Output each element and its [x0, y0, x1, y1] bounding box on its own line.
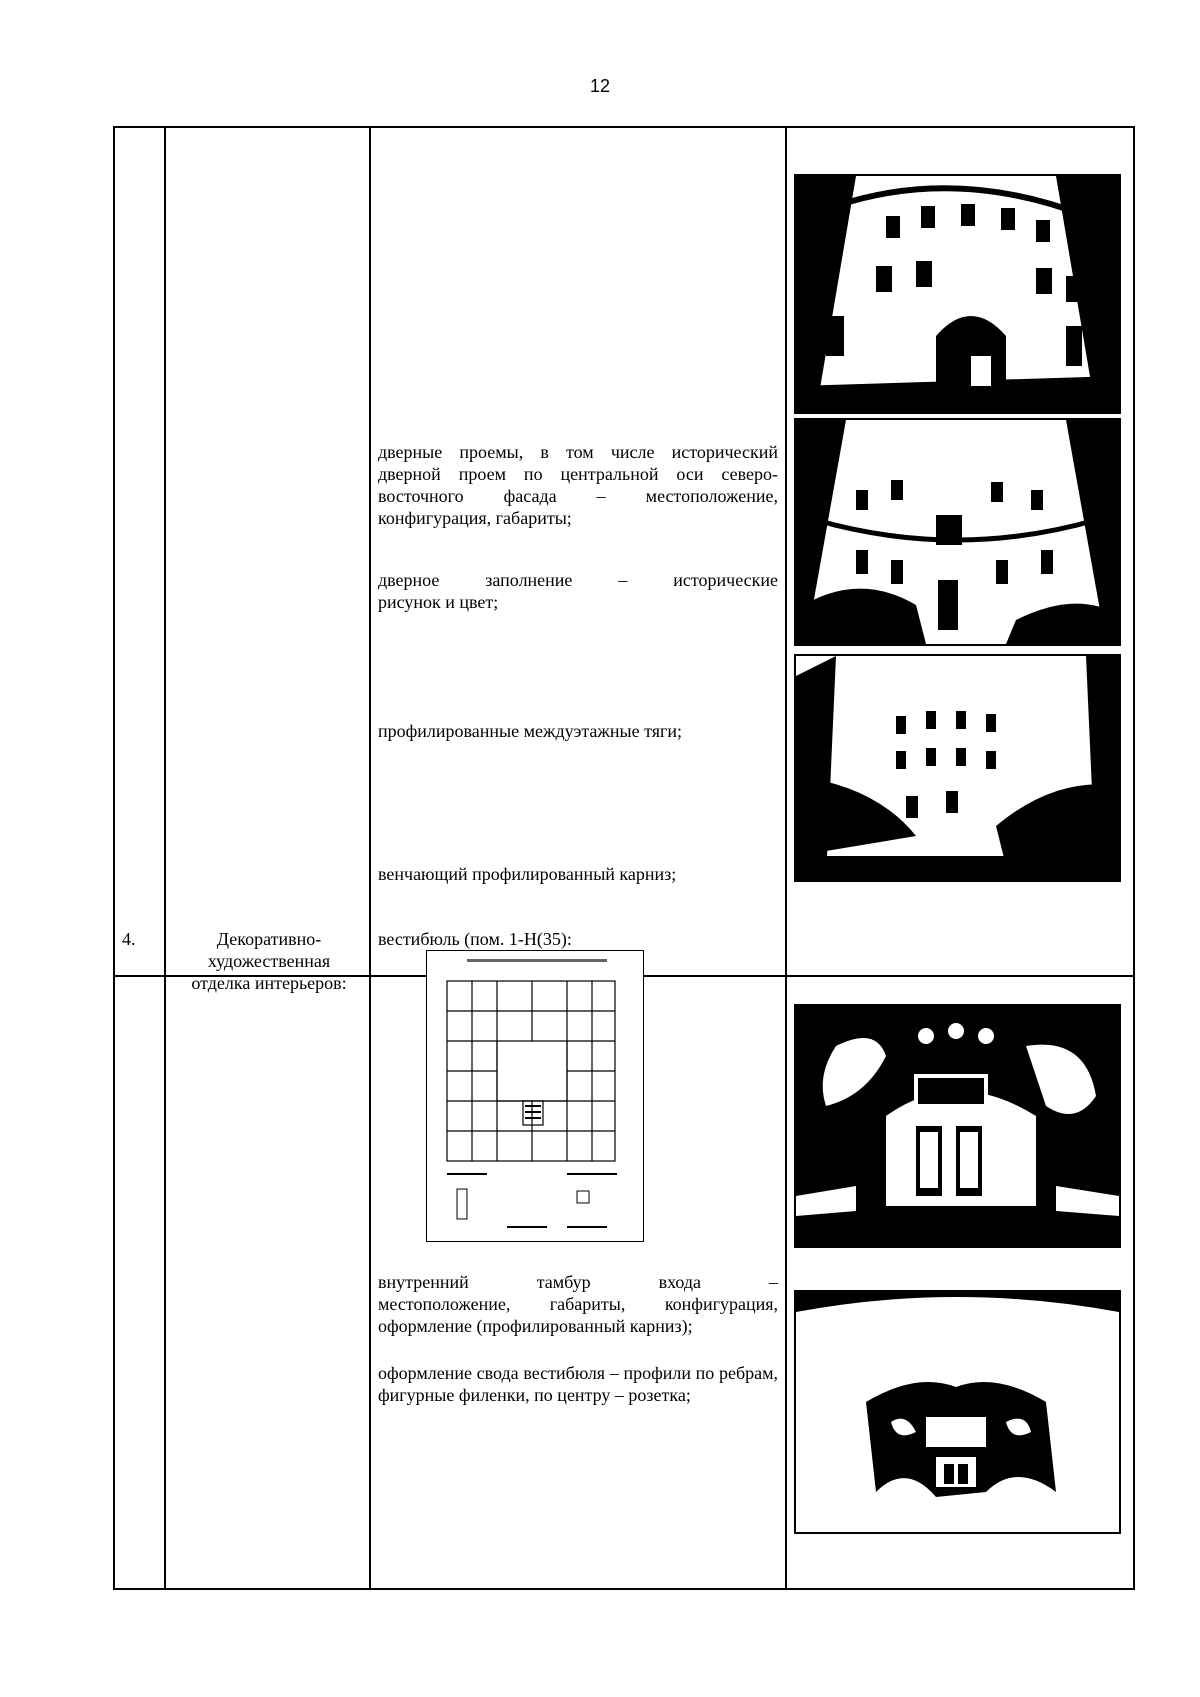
table-border-top	[113, 126, 1135, 128]
category-label: Декоративно-художественная отделка интерьеров:	[191, 929, 347, 993]
vestibule-photo	[794, 1004, 1121, 1248]
column-divider	[369, 126, 371, 1590]
table-border-right	[1133, 126, 1135, 1590]
column-divider	[785, 126, 787, 1590]
courtyard-photo	[794, 174, 1121, 414]
list-item: дверное заполнение – исторические	[378, 570, 778, 590]
list-item: внутренний тамбур входа –	[378, 1272, 778, 1292]
page-number: 12	[589, 76, 611, 96]
room-label: вестибюль (пом. 1-Н(35):	[378, 929, 572, 949]
courtyard-photo	[794, 418, 1121, 646]
list-item: оформление свода вестибюля – профили по ребрам, фигурные филенки, по центру – розетка;	[378, 1363, 778, 1405]
list-item: профилированные междуэтажные тяги;	[378, 721, 682, 741]
table-border-bottom	[113, 1588, 1135, 1590]
list-item: дверные проемы, в том числе исторический дверной проем по центральной оси северо-восточного фасада – местоположение, конфигурация, габариты;	[378, 442, 778, 528]
row-number: 4.	[122, 929, 136, 949]
heritage-table	[113, 126, 1135, 1590]
column-divider	[164, 126, 166, 1590]
list-item: местоположение, габариты, конфигурация, оформление (профилированный карниз);	[378, 1294, 778, 1336]
list-item: венчающий профилированный карниз;	[378, 864, 677, 884]
vestibule-photo	[794, 1290, 1121, 1534]
courtyard-photo	[794, 654, 1121, 882]
floor-plan-image	[426, 950, 644, 1242]
list-item: рисунок и цвет;	[378, 592, 499, 612]
table-border-left	[113, 126, 115, 1590]
